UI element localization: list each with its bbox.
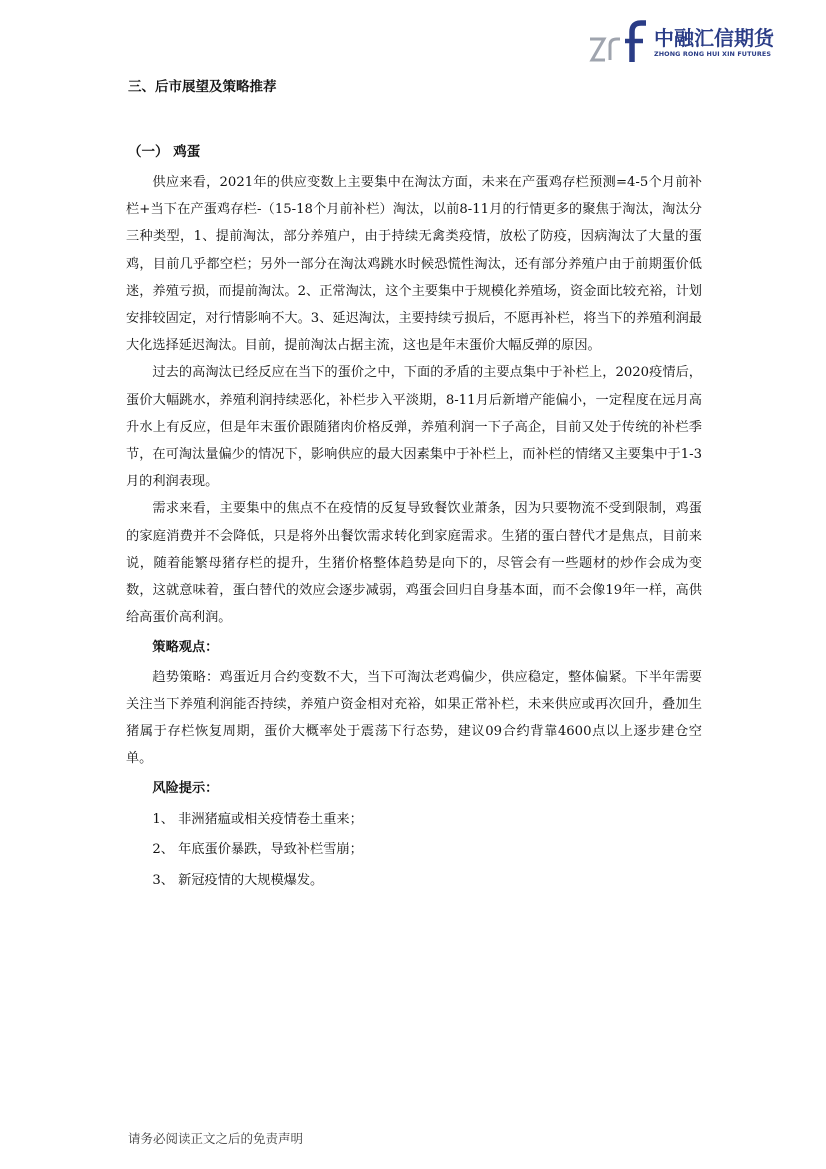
zrf-logo-mark-icon xyxy=(588,20,650,64)
risk-list xyxy=(126,805,702,897)
logo-english-name: ZHONG RONG HUI XIN FUTURES xyxy=(654,50,772,58)
subsection-title: （一） 鸡蛋 xyxy=(128,144,201,160)
risk-item: 1、 非洲猪瘟或相关疫情卷土重来； xyxy=(152,811,363,827)
strategy-heading: 策略观点： xyxy=(152,640,219,656)
paragraph-supply: 供应来看，2021年的供应变数上主要集中在淘汰方面，未来在产蛋鸡存栏预测=4-5个月前补栏+当下在产蛋鸡存栏-（15-18个月前补栏）淘汰，以前8-11月的行情更多的聚焦于淘汰，淘汰分三种类型，1、提前淘汰，部分养殖户，由于持续无禽类疫情，放松了防疫，因病淘汰了大量的蛋鸡，目前几乎都空栏；另外一部分在淘汰鸡跳水时候恐慌性淘汰，还有部分养殖户由于前期蛋价低迷，养殖亏损，而提前淘汰。2、正常淘汰，这个主要集中于规模化养殖场，资金面比较充裕，计划安排较固定，对行情影响不大。3、延迟淘汰，主要持续亏损后，不愿再补栏，将当下的养殖利润最大化选择延迟淘汰。目前，提前淘汰占据主流，这也是年末蛋价大幅反弹的原因。 xyxy=(126,175,702,354)
section-title: 三、后市展望及策略推荐 xyxy=(128,79,277,95)
strategy-text: 趋势策略：鸡蛋近月合约变数不大，当下可淘汰老鸡偏少，供应稳定，整体偏紧。下半年需要关注当下养殖利润能否持续，养殖户资金相对充裕，如果正常补栏，未来供应或再次回升，叠加生猪属于存栏恢复周期，蛋价大概率处于震荡下行态势，建议09合约背靠4600点以上逐步建仓空单。 xyxy=(126,669,702,767)
logo-chinese-name: 中融汇信期货 xyxy=(654,26,774,50)
risk-item: 2、 年底蛋价暴跌，导致补栏雪崩； xyxy=(152,842,363,858)
report-body xyxy=(126,169,702,896)
company-logo xyxy=(588,20,778,64)
risk-heading: 风险提示： xyxy=(152,781,219,797)
risk-item: 3、 新冠疫情的大规模爆发。 xyxy=(152,872,324,888)
paragraph-restocking: 过去的高淘汰已经反应在当下的蛋价之中，下面的矛盾的主要点集中于补栏上，2020疫情后，蛋价大幅跳水，养殖利润持续恶化，补栏步入平淡期，8-11月后新增产能偏小，一定程度在远月高升水上有反应，但是年末蛋价跟随猪肉价格反弹，养殖利润一下子高企，目前又处于传统的补栏季节，在可淘汰量偏少的情况下，影响供应的最大因素集中于补栏上，而补栏的情绪又主要集中于1-3月的利润表现。 xyxy=(126,365,702,490)
paragraph-demand: 需求来看，主要集中的焦点不在疫情的反复导致餐饮业萧条，因为只要物流不受到限制，鸡蛋的家庭消费并不会降低，只是将外出餐饮需求转化到家庭需求。生猪的蛋白替代才是焦点，目前来说，随着能繁母猪存栏的提升，生猪价格整体趋势是向下的，尽管会有一些题材的炒作会成为变数，这就意味着，蛋白替代的效应会逐步减弱，鸡蛋会回归自身基本面，而不会像19年一样，高供给高蛋价高利润。 xyxy=(126,501,702,626)
disclaimer-footer: 请务必阅读正文之后的免责声明 xyxy=(128,1131,304,1146)
